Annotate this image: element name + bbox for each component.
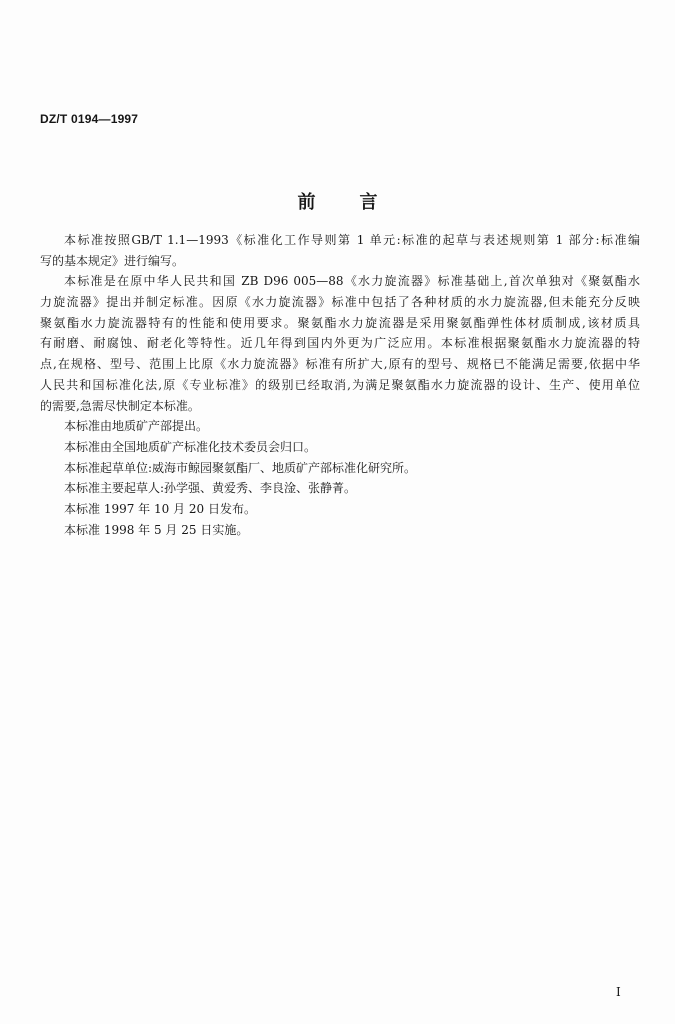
text-line: 本标准按照GB/T 1.1—1993《标准化工作导则第 1 单元:标准的起草与表述规则第 1 部分:标准编 <box>64 233 640 247</box>
text-line: 本标准 1997 年 10 月 20 日发布。 <box>64 501 256 516</box>
text-line: 点,在规格、型号、范围上比原《水力旋流器》标准有所扩大,原有的型号、规格已不能满足需要,依据中华 <box>40 357 640 372</box>
text-line: 本标准是在原中华人民共和国 ZB D96 005—88《水力旋流器》标准基础上,首次单独对《聚氨酯水 <box>64 274 640 289</box>
text-line: 写的基本规定》进行编写。 <box>40 253 185 268</box>
text-line: 本标准由地质矿产部提出。 <box>64 419 209 434</box>
text-line: 本标准起草单位:威海市鲸园聚氨酯厂、地质矿产部标准化研究所。 <box>64 460 417 475</box>
text-line: 有耐磨、耐腐蚀、耐老化等特性。近几年得到国内外更为广泛应用。本标准根据聚氨酯水力旋流器的特 <box>40 336 640 351</box>
paragraph <box>40 416 640 437</box>
text-line: 本标准 1998 年 5 月 25 日实施。 <box>64 522 249 537</box>
standard-code: DZ/T 0194—1997 <box>40 112 139 126</box>
text-line: 本标准由全国地质矿产标准化技术委员会归口。 <box>64 439 317 454</box>
text-line: 力旋流器》提出并制定标准。因原《水力旋流器》标准中包括了各种材质的水力旋流器,但未能充分反映 <box>40 295 640 310</box>
paragraph <box>40 478 640 499</box>
foreword-body <box>40 230 640 540</box>
paragraph <box>40 271 640 416</box>
paragraph <box>40 458 640 479</box>
paragraph <box>40 437 640 458</box>
paragraph <box>40 230 640 271</box>
paragraph <box>40 520 640 541</box>
text-line: 聚氨酯水力旋流器特有的性能和使用要求。聚氨酯水力旋流器是采用聚氨酯弹性体材质制成,该材质具 <box>40 315 640 330</box>
text-line: 人民共和国标准化法,原《专业标准》的级别已经取消,为满足聚氨酯水力旋流器的设计、生产、使用单位 <box>40 377 640 392</box>
text-line: 的需要,急需尽快制定本标准。 <box>40 398 200 413</box>
paragraph <box>40 499 640 520</box>
page-title: 前言 <box>297 192 422 213</box>
text-line: 本标准主要起草人:孙学强、黄爱秀、李良淦、张静菁。 <box>64 481 357 496</box>
page-number: I <box>616 985 621 999</box>
